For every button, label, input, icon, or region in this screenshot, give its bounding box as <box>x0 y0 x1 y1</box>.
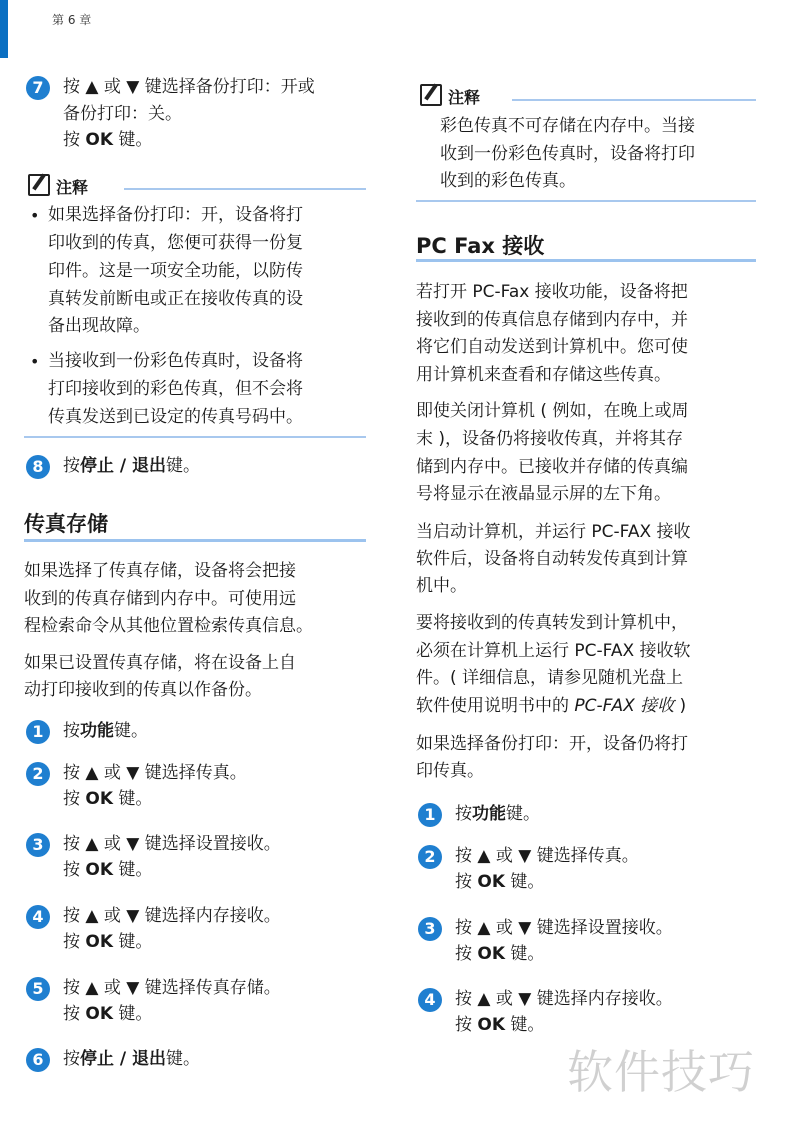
step-7-or: 或 <box>297 77 315 97</box>
r-step-3-ok-line <box>455 941 544 968</box>
r-step-4-line <box>455 986 673 1013</box>
para-1-line-2: 收到的传真存储到内存中。可使用远 <box>24 589 296 609</box>
ok-pre: 按 <box>63 130 86 150</box>
ok-post: 键。 <box>113 932 153 952</box>
menu-key: 功能 <box>80 721 114 741</box>
step-pre: 按 <box>63 721 80 741</box>
note-pencil-icon <box>420 84 442 106</box>
step-5-ok-line <box>63 1001 152 1028</box>
watermark: 软件技巧 <box>567 1045 755 1099</box>
r-para-3-line-3: 机中。 <box>416 576 467 596</box>
ok-key: OK <box>477 1015 506 1035</box>
r-para-1-line-2: 接收到的传真信息存储到内存中，并 <box>416 310 688 330</box>
note-1-bullet-1-line-1: 如果选择备份打印：开，设备将打 <box>48 205 303 225</box>
para-5-post: ，设备仍将打 <box>586 734 688 754</box>
note-1-bullet-1-line-2: 印收到的传真，您便可获得一份复 <box>48 233 303 253</box>
step-number-2: 2 <box>26 762 50 786</box>
step-post: 键。 <box>166 1049 201 1069</box>
note-2-line-3: 收到的彩色传真。 <box>440 171 576 191</box>
ok-key: OK <box>85 860 114 880</box>
menu-option: 设置接收。 <box>587 918 673 938</box>
step-2-ok-line <box>63 786 152 813</box>
step-pre: 按 <box>455 804 472 824</box>
note-1-bullet-1-line-5: 备出现故障。 <box>48 316 150 336</box>
menu-option-backup-off: 备份打印：关。 <box>63 104 182 124</box>
r-para-1-line-1: 若打开 PC-Fax 接收功能，设备将把 <box>416 282 688 302</box>
note-1-title: 注释 <box>56 178 89 197</box>
r-para-1-line-4: 用计算机来查看和存储这些传真。 <box>416 365 671 385</box>
step-3-ok-line <box>63 857 152 884</box>
r-para-5-line-1 <box>416 731 688 758</box>
step-7-text: 按 ▲ 或 ▼ 键选择 <box>63 77 196 97</box>
note-1-bullet-1-line-3: 印件。这是一项安全功能，以防传 <box>48 261 303 281</box>
ok-post: 键。 <box>505 1015 545 1035</box>
para-4-post: ) <box>674 696 687 716</box>
ok-pre: 按 <box>455 944 478 964</box>
ok-pre: 按 <box>455 872 478 892</box>
step-8-pre: 按 <box>63 456 80 476</box>
r-step-4-ok-line <box>455 1012 544 1039</box>
step-6-line <box>63 1046 200 1073</box>
ok-key: OK <box>85 932 114 952</box>
step-number-5: 5 <box>26 977 50 1001</box>
r-para-4-line-4 <box>416 693 686 720</box>
note-1-bullet-2-line-3: 传真发送到已设定的传真号码中。 <box>48 407 303 427</box>
section-rule <box>24 539 366 542</box>
r-para-2-line-2: 末 )，设备仍将接收传真，并将其存 <box>416 429 684 449</box>
menu-option: 内存接收。 <box>195 906 281 926</box>
ok-key: OK <box>477 872 506 892</box>
note-2-title: 注释 <box>448 88 481 107</box>
note-pencil-icon <box>28 174 50 196</box>
menu-option: 传真。 <box>587 846 639 866</box>
note-1-bullet-1-line-4: 真转发前断电或正在接收传真的设 <box>48 289 303 309</box>
ok-post: 键。 <box>505 872 545 892</box>
step-3-line <box>63 831 281 858</box>
r-para-1-line-3: 将它们自动发送到计算机中。您可使 <box>416 337 688 357</box>
r-para-4-line-1: 要将接收到的传真转发到计算机中， <box>416 613 688 633</box>
menu-option: 设置接收。 <box>195 834 281 854</box>
step-post: 键。 <box>114 721 148 741</box>
menu-option: 传真存储。 <box>195 978 281 998</box>
step-2-line <box>63 760 247 787</box>
step-number-6: 6 <box>26 1048 50 1072</box>
step-pre: 按 ▲ 或 ▼ 键选择 <box>63 763 196 783</box>
ok-pre: 按 <box>63 1004 86 1024</box>
step-8-post: 键。 <box>166 456 201 476</box>
step-number-7: 7 <box>26 76 50 100</box>
r-step-number-1: 1 <box>418 803 442 827</box>
step-7-ok-line <box>63 127 152 154</box>
menu-option: 传真。 <box>195 763 247 783</box>
r-para-5-line-2: 印传真。 <box>416 761 484 781</box>
ok-post: 键。 <box>113 1004 153 1024</box>
section-title-pc-fax: PC Fax 接收 <box>416 234 545 258</box>
ok-key: OK <box>85 130 114 150</box>
step-7-line1 <box>63 74 315 101</box>
menu-key: 功能 <box>472 804 506 824</box>
ok-key: OK <box>85 1004 114 1024</box>
r-step-1-line <box>455 801 540 828</box>
section-title-fax-storage: 传真存储 <box>24 512 108 536</box>
bullet-dot: • <box>30 206 40 225</box>
step-pre: 按 ▲ 或 ▼ 键选择 <box>455 846 588 866</box>
para-2-line-1: 如果已设置传真存储，将在设备上自 <box>24 653 296 673</box>
step-8-line <box>63 453 200 480</box>
menu-option-backup-on: 备份打印：开 <box>484 734 586 754</box>
chapter-tab-bar <box>0 0 8 58</box>
ok-pre: 按 <box>63 932 86 952</box>
r-para-2-line-1: 即使关闭计算机 ( 例如，在晚上或周 <box>416 401 689 421</box>
step-pre: 按 ▲ 或 ▼ 键选择 <box>455 918 588 938</box>
ok-post: 键。 <box>113 130 153 150</box>
r-step-2-ok-line <box>455 869 544 896</box>
step-4-line <box>63 903 281 930</box>
note-2-line-1: 彩色传真不可存储在内存中。当接 <box>440 116 695 136</box>
stop-exit-key: 停止 / 退出 <box>80 456 167 476</box>
step-number-4: 4 <box>26 905 50 929</box>
step-number-1: 1 <box>26 720 50 744</box>
step-pre: 按 <box>63 1049 80 1069</box>
pc-fax-receive-reference: PC-FAX 接收 <box>574 696 675 716</box>
note-2-bottom-rule <box>416 200 756 202</box>
note-1-bullet-2-line-2: 打印接收到的彩色传真，但不会将 <box>48 379 303 399</box>
ok-key: OK <box>85 789 114 809</box>
r-para-2-line-3: 储到内存中。已接收并存储的传真编 <box>416 457 688 477</box>
note-2-top-rule <box>512 99 756 101</box>
r-step-number-4: 4 <box>418 988 442 1012</box>
r-step-2-line <box>455 843 639 870</box>
step-pre: 按 ▲ 或 ▼ 键选择 <box>63 978 196 998</box>
stop-exit-key: 停止 / 退出 <box>80 1049 167 1069</box>
para-1-line-1: 如果选择了传真存储，设备将会把接 <box>24 561 296 581</box>
ok-post: 键。 <box>113 860 153 880</box>
ok-key: OK <box>477 944 506 964</box>
note-2-header <box>420 84 480 108</box>
step-number-8: 8 <box>26 455 50 479</box>
ok-pre: 按 <box>63 789 86 809</box>
section-rule <box>416 259 756 262</box>
menu-option: 内存接收。 <box>587 989 673 1009</box>
step-pre: 按 ▲ 或 ▼ 键选择 <box>63 906 196 926</box>
step-post: 键。 <box>506 804 540 824</box>
r-para-2-line-4: 号将显示在液晶显示屏的左下角。 <box>416 484 671 504</box>
chapter-label: 第 6 章 <box>52 13 92 27</box>
ok-pre: 按 <box>455 1015 478 1035</box>
r-para-4-line-2: 必须在计算机上运行 PC-FAX 接收软 <box>416 641 691 661</box>
note-1-bottom-rule <box>24 436 366 438</box>
r-step-number-2: 2 <box>418 845 442 869</box>
note-1-header <box>28 174 88 198</box>
ok-pre: 按 <box>63 860 86 880</box>
r-step-3-line <box>455 915 673 942</box>
step-number-3: 3 <box>26 833 50 857</box>
r-para-3-line-2: 软件后，设备将自动转发传真到计算 <box>416 549 688 569</box>
para-5-pre: 如果选择 <box>416 734 484 754</box>
note-2-line-2: 收到一份彩色传真时，设备将打印 <box>440 144 695 164</box>
step-1-line <box>63 718 148 745</box>
ok-post: 键。 <box>113 789 153 809</box>
step-4-ok-line <box>63 929 152 956</box>
r-step-number-3: 3 <box>418 917 442 941</box>
para-1-line-3: 程检索命令从其他位置检索传真信息。 <box>24 616 313 636</box>
note-1-top-rule <box>124 188 366 190</box>
para-4-pre: 软件使用说明书中的 <box>416 696 575 716</box>
step-pre: 按 ▲ 或 ▼ 键选择 <box>455 989 588 1009</box>
r-para-4-line-3: 件。( 详细信息，请参见随机光盘上 <box>416 668 684 688</box>
para-2-line-2: 动打印接收到的传真以作备份。 <box>24 680 262 700</box>
step-5-line <box>63 975 281 1002</box>
r-para-3-line-1: 当启动计算机，并运行 PC-FAX 接收 <box>416 522 691 542</box>
note-1-bullet-2-line-1: 当接收到一份彩色传真时，设备将 <box>48 351 303 371</box>
step-pre: 按 ▲ 或 ▼ 键选择 <box>63 834 196 854</box>
menu-option-backup-on: 备份打印：开 <box>195 77 298 97</box>
bullet-dot: • <box>30 352 40 371</box>
ok-post: 键。 <box>505 944 545 964</box>
